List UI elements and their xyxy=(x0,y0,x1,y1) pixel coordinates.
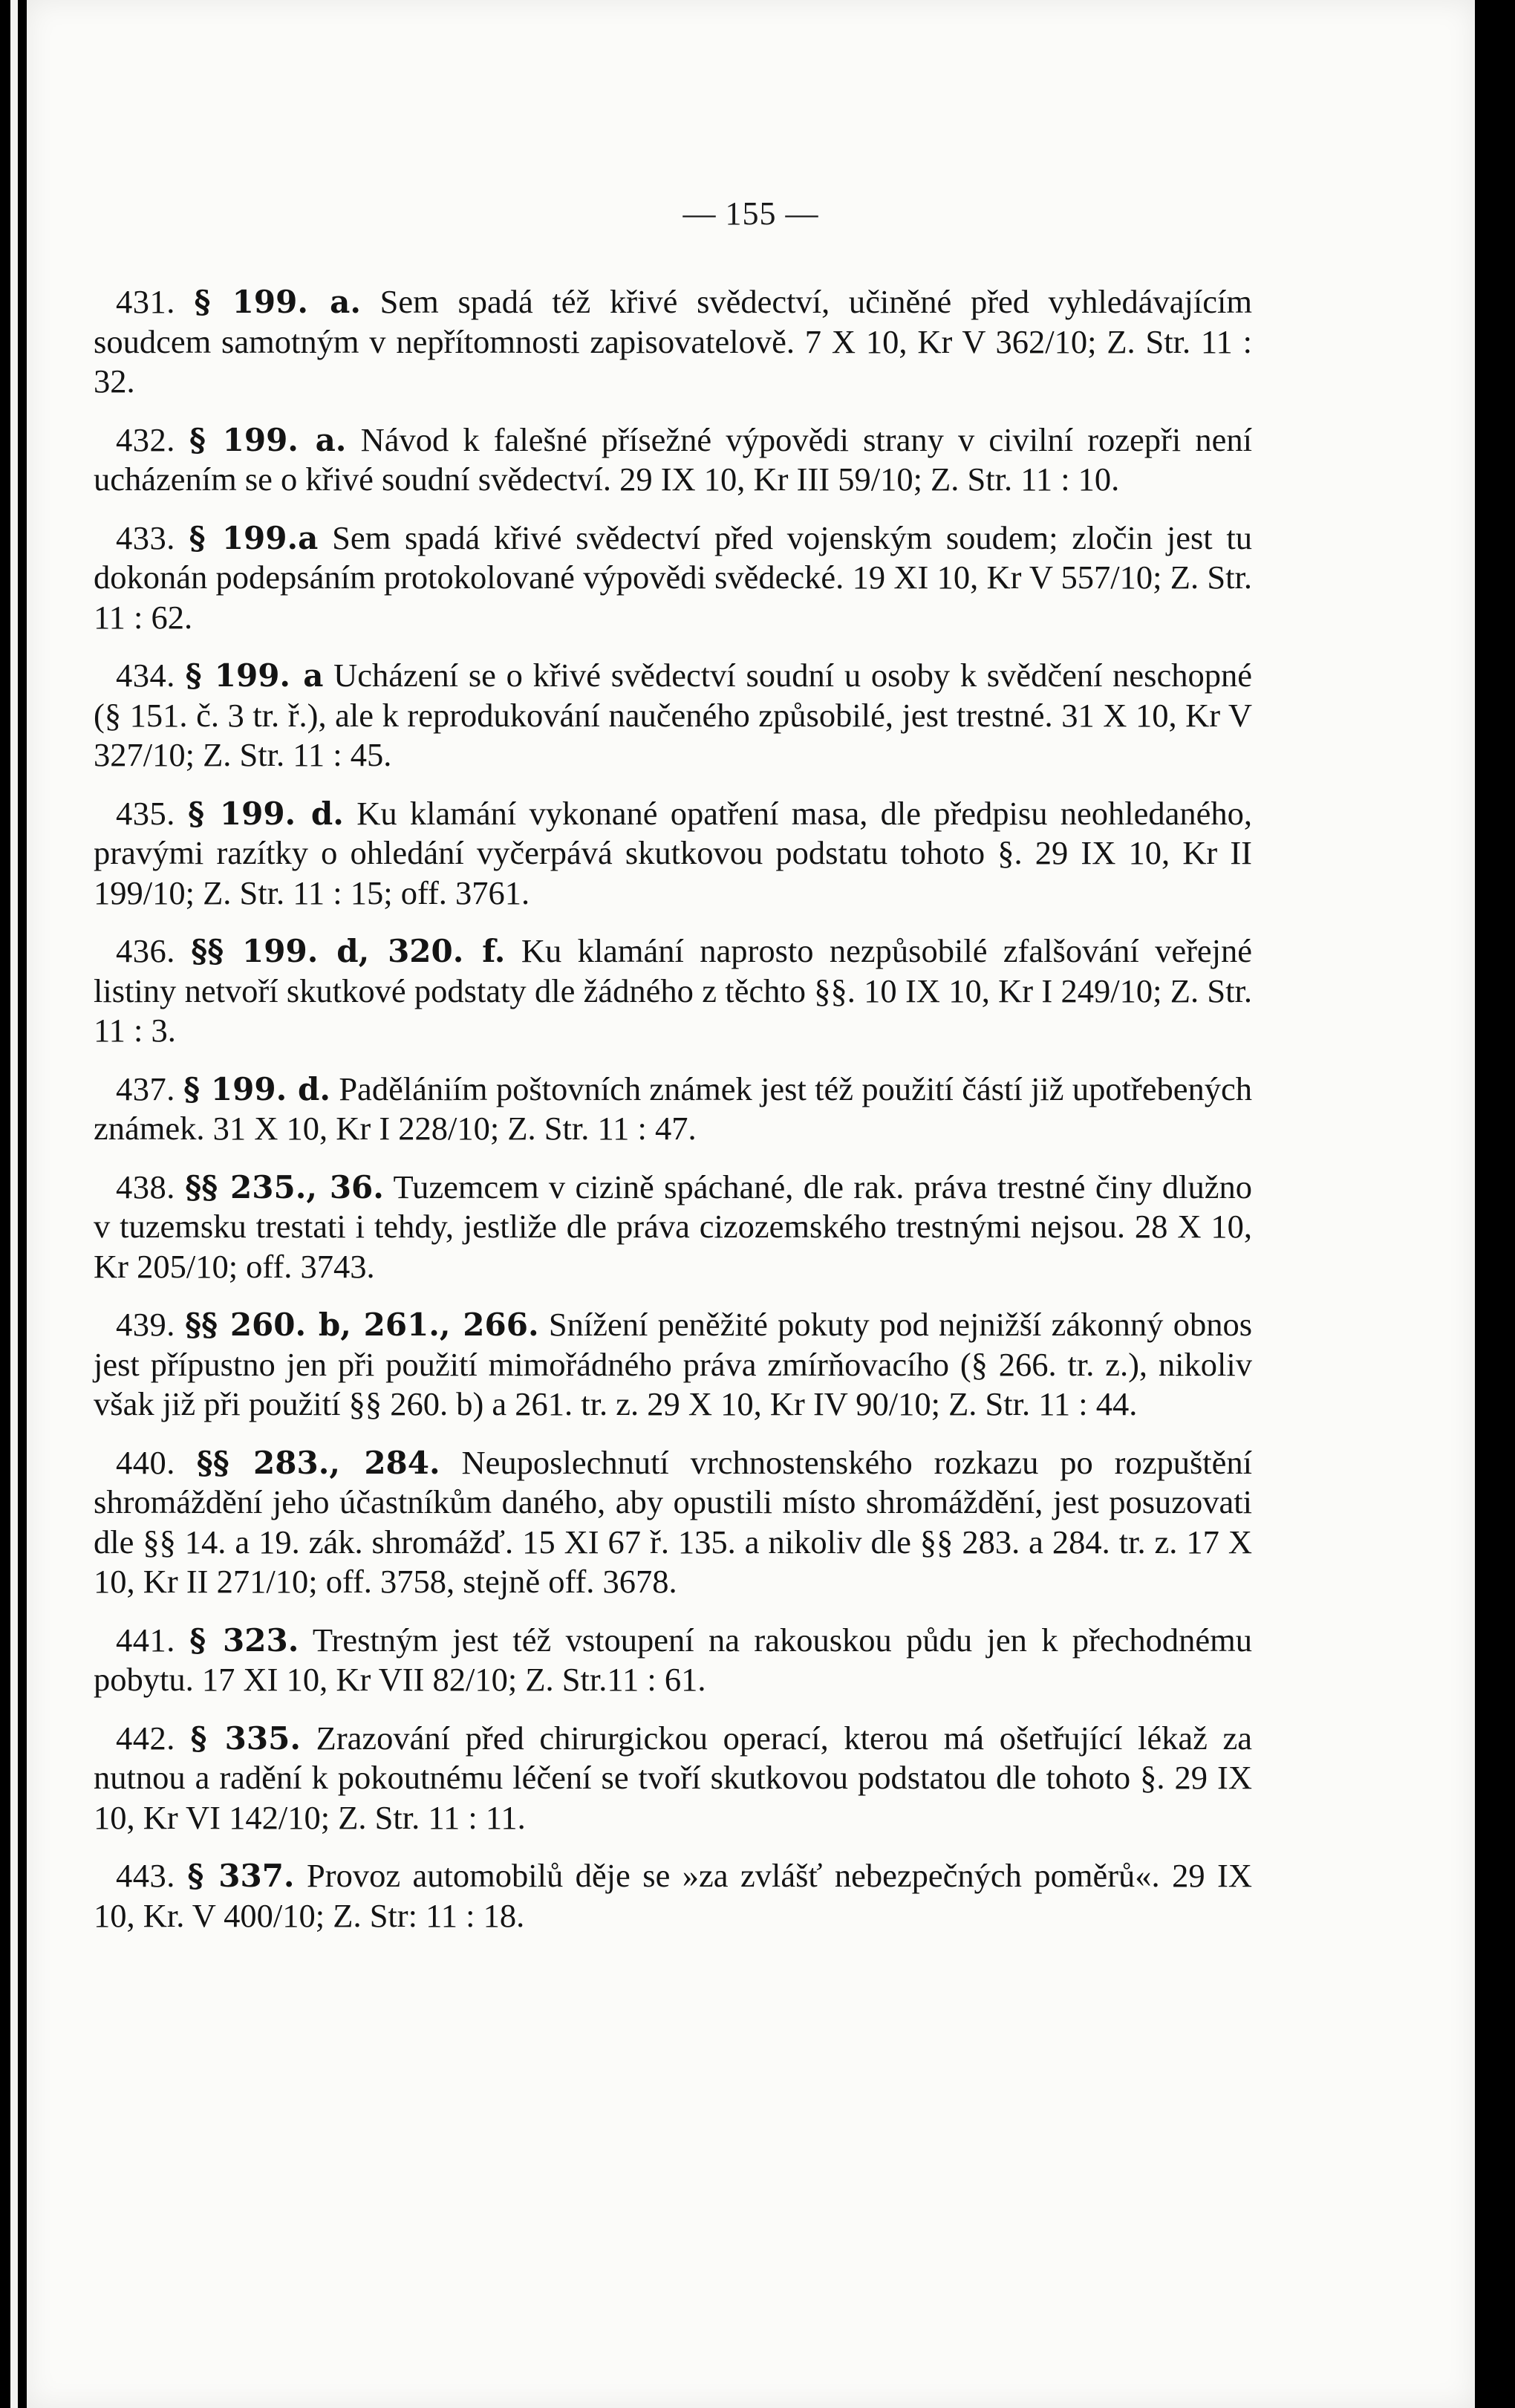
section-reference: §§ 235., 36. xyxy=(185,1168,384,1205)
section-reference: § 323. xyxy=(189,1621,299,1659)
list-item: 431. § 199. a. Sem spadá též křivé svědectví, učiněné před vyhledávajícím soudcem samotným v nepřítomnosti zapisovatelově. 7 X 10, Kr V 362/10; Z. Str. 11 : 32. xyxy=(94,283,1253,400)
list-item: 437. § 199. d. Padělániím poštovních známek jest též použití částí již upotřebených známek. 31 X 10, Kr I 228/10; Z. Str. 11 : 47. xyxy=(94,1070,1253,1147)
list-item: 438. §§ 235., 36. Tuzemcem v cizině spáchané, dle rak. práva trestné činy dlužno v tuzemsku trestati i tehdy, jestliže dle práva cizozemského trestnými nejsou. 28 X 10, Kr 205/10; off. 3743. xyxy=(94,1168,1252,1285)
list-item: 439. §§ 260. b, 261., 266. Snížení peněžité pokuty pod nejnižší zákonný obnos jest přípustno jen při použití mimořádného práva zmírňovacího (§ 266. tr. z.), nikoliv však již při použití §§ 260. b) a 261. tr. z. 29 X 10, Kr IV 90/10; Z. Str. 11 : 44. xyxy=(94,1306,1253,1422)
section-reference: § 199.a xyxy=(189,519,319,556)
entries-list xyxy=(94,282,1252,1954)
list-item: 442. § 335. Zrazování před chirurgickou operací, kterou má ošetřující lékaž za nutnou a radění k pokoutnému léčení se tvoří skutkovou podstatou dle tohoto §. 29 IX 10, Kr VI 142/10; Z. Str. 11 : 11. xyxy=(94,1719,1253,1836)
section-reference: § 199. a. xyxy=(189,421,347,458)
list-item: 435. § 199. d. Ku klamání vykonané opatření masa, dle předpisu neohledaného, pravými razítky o ohledání vyčerpává skutkovou podstatu tohoto §. 29 IX 10, Kr II 199/10; Z. Str. 11 : 15; off. 3761. xyxy=(94,794,1252,911)
section-reference: § 337. xyxy=(187,1858,295,1894)
section-reference: § 335. xyxy=(190,1719,301,1757)
document-page xyxy=(27,0,1475,2408)
list-item: 443. § 337. Provoz automobilů děje se »za zvlášť nebezpečných poměrů«. 29 IX 10, Kr. V 400/10; Z. Str: 11 : 18. xyxy=(94,1857,1252,1934)
list-item: 441. § 323. Trestným jest též vstoupení na rakouskou půdu jen k přechodnému pobytu. 17 XI 10, Kr VII 82/10; Z. Str.11 : 61. xyxy=(94,1621,1252,1698)
scan-right-border xyxy=(1475,0,1515,2408)
page-number: — 155 — xyxy=(682,195,819,232)
section-reference: § 199. d. xyxy=(183,1070,331,1107)
scan-left-border xyxy=(0,0,27,2408)
list-item: 436. §§ 199. d, 320. f. Ku klamání naprosto nezpůsobilé zfalšování veřejné listiny netvoří skutkové podstaty dle žádného z těchto §§. 10 IX 10, Kr I 249/10; Z. Str. 11 : 3. xyxy=(94,932,1253,1049)
list-item: 432. § 199. a. Návod k falešné přísežné výpovědi strany v civilní rozepři není ucházením se o křivé soudní svědectví. 29 IX 10, Kr III 59/10; Z. Str. 11 : 10. xyxy=(94,420,1253,498)
section-reference: §§ 283., 284. xyxy=(196,1444,440,1481)
section-reference: § 199. d. xyxy=(188,795,344,832)
list-item: 434. § 199. a Ucházení se o křivé svědectví soudní u osoby k svědčení neschopné (§ 151. č. 3 tr. ř.), ale k reprodukování naučeného způsobilé, jest trestné. 31 X 10, Kr V 327/10; Z. Str. 11 : 45. xyxy=(94,657,1252,773)
list-item: 440. §§ 283., 284. Neuposlechnutí vrchnostenského rozkazu po rozpuštění shromáždění jeho účastníkům daného, aby opustili místo shromáždění, jest posuzovati dle §§ 14. a 19. zák. shromážď. 15 XI 67 ř. 135. a nikoliv dle §§ 283. a 284. tr. z. 17 X 10, Kr II 271/10; off. 3758, stejně off. 3678. xyxy=(94,1443,1253,1600)
section-reference: §§ 260. b, 261., 266. xyxy=(185,1306,539,1343)
section-reference: § 199. a. xyxy=(194,284,361,320)
list-item: 433. § 199.a Sem spadá křivé svědectví před vojenským soudem; zločin jest tu dokonán podepsáním protokolované výpovědi svědecké. 19 XI 10, Kr V 557/10; Z. Str. 11 : 62. xyxy=(94,518,1253,636)
section-reference: § 199. a xyxy=(185,657,324,694)
section-reference: §§ 199. d, 320. f. xyxy=(191,933,506,969)
